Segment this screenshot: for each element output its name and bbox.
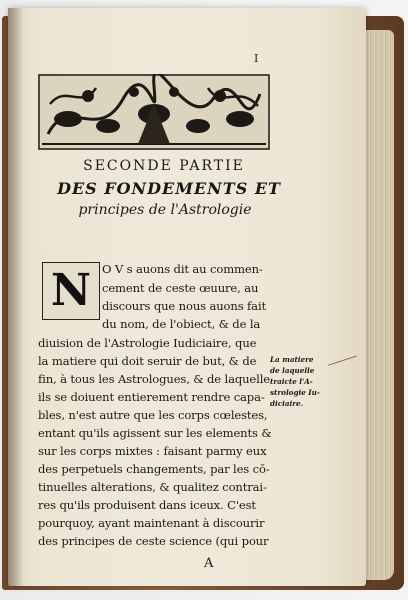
drop-cap-initial xyxy=(42,262,100,320)
catchword-signature: A xyxy=(204,556,214,571)
margin-note-line-2: de laquelle xyxy=(270,366,315,375)
body-line-15: pourquoy, ayant maintenant à discourir xyxy=(38,516,265,530)
body-line-9: bles, n'est autre que les corps cœlestes, xyxy=(38,408,268,422)
body-line-2: cement de ceste œuure, au xyxy=(102,281,259,295)
chapter-title-line-1: DES FONDEMENTS ET xyxy=(57,179,281,198)
page-marker: I xyxy=(254,52,259,65)
margin-note-line-3: traicte l'A- xyxy=(270,377,313,386)
body-line-4: du nom, de l'obiect, & de la xyxy=(102,317,261,331)
body-line-10: entant qu'ils agissent sur les elements & xyxy=(38,426,272,440)
body-line-14: res qu'ils produisent dans iceux. C'est xyxy=(38,498,256,512)
page-gutter-shadow xyxy=(8,8,24,586)
body-line-8: ils se doiuent entierement rendre capa- xyxy=(38,390,265,404)
body-line-11: sur les corps mixtes : faisant parmy eux xyxy=(38,444,267,458)
drop-cap-letter: N xyxy=(50,265,92,316)
body-line-12: des perpetuels changements, par les cō- xyxy=(38,462,270,476)
body-line-16: des principes de ceste science (qui pour xyxy=(38,534,269,548)
margin-note-line-1: La matiere xyxy=(270,355,314,364)
woodcut-headpiece-ornament xyxy=(38,74,270,150)
body-line-3: discours que nous auons fait xyxy=(102,299,267,313)
chapter-title-line-2: principes de l'Astrologie xyxy=(78,202,252,218)
body-line-6: la matiere qui doit seruir de but, & de xyxy=(38,354,257,368)
margin-note xyxy=(270,354,350,409)
body-line-5: diuision de l'Astrologie Iudiciaire, que xyxy=(38,336,257,350)
margin-note-line-5: diciaire. xyxy=(270,399,304,408)
body-line-7: fin, à tous les Astrologues, & de laquelle xyxy=(38,372,270,386)
body-line-1: O V s auons dit au commen- xyxy=(102,262,263,276)
body-line-13: tinuelles alterations, & qualitez contrai- xyxy=(38,480,267,494)
section-title: SECONDE PARTIE xyxy=(83,158,245,174)
margin-note-line-4: strologie Iu- xyxy=(270,388,320,397)
